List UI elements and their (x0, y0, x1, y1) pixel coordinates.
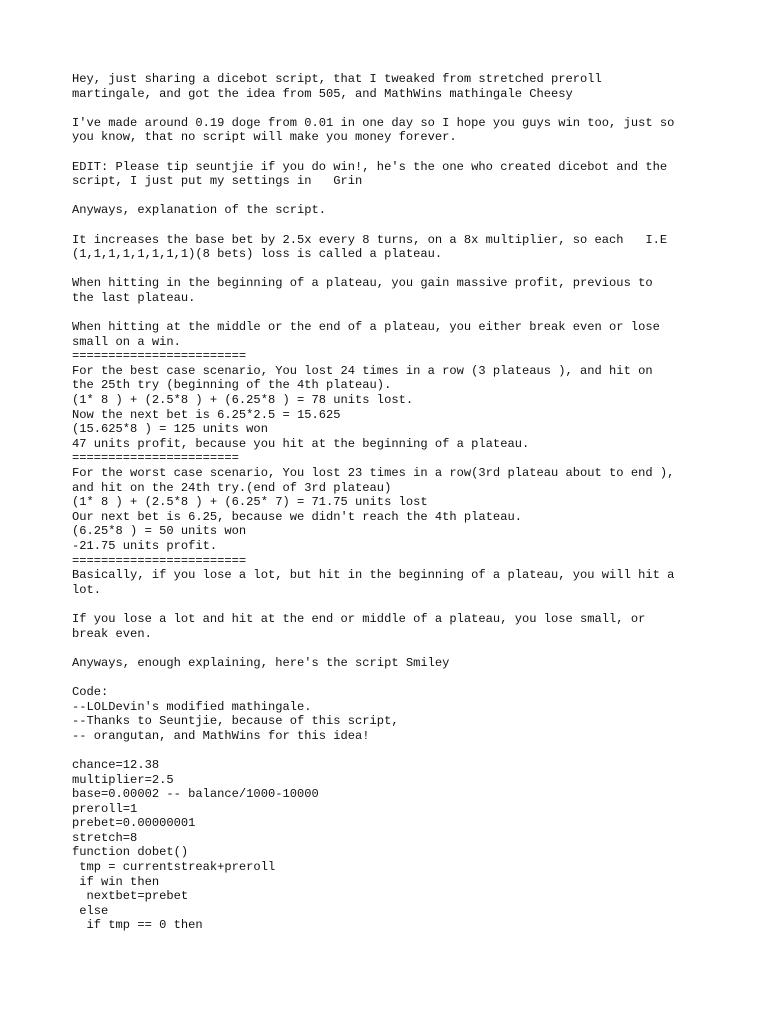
code-line: base=0.00002 -- balance/1000-10000 (72, 787, 319, 802)
text-line: (6.25*8 ) = 50 units won (72, 524, 247, 539)
code-line: tmp = currentstreak+preroll (72, 860, 276, 875)
blank-line (72, 306, 712, 321)
text-line: lot. (72, 582, 102, 597)
text-line: the last plateau. (72, 290, 196, 305)
code-line: preroll=1 (72, 801, 138, 816)
blank-line (72, 670, 712, 685)
text-line: and hit on the 24th try.(end of 3rd plateau) (72, 480, 392, 495)
text-line: 47 units profit, because you hit at the beginning of a plateau. (72, 436, 530, 451)
text-line: break even. (72, 626, 152, 641)
text-line: EDIT: Please tip seuntjie if you do win!, he's the one who created dicebot and the (72, 159, 668, 174)
text-line: -21.75 units profit. (72, 539, 218, 553)
text-line: If you lose a lot and hit at the end or middle of a plateau, you lose small, or (72, 611, 646, 626)
blank-line (72, 597, 712, 612)
text-line: (1* 8 ) + (2.5*8 ) + (6.25* 7) = 71.75 units lost (72, 495, 428, 510)
blank-line (72, 262, 712, 277)
text-line: Hey, just sharing a dicebot script, that I tweaked from stretched preroll (72, 72, 602, 86)
code-line: --LOLDevin's modified mathingale. (72, 699, 312, 714)
divider-line: ======================== (72, 349, 247, 364)
code-line: nextbet=prebet (72, 889, 189, 904)
blank-line (72, 641, 712, 656)
text-line: small on a win. (72, 334, 181, 349)
text-line: script, I just put my settings in Grin (72, 174, 363, 189)
blank-line (72, 743, 712, 758)
code-line: else (72, 903, 109, 918)
code-line: if win then (72, 874, 160, 889)
text-line: Anyways, explanation of the script. (72, 203, 327, 218)
text-line: When hitting at the middle or the end of a plateau, you either break even or lose (72, 320, 660, 335)
code-line: function dobet() (72, 845, 189, 860)
text-line: (15.625*8 ) = 125 units won (72, 422, 268, 437)
text-line: It increases the base bet by 2.5x every 8 turns, on a 8x multiplier, so each I.E (72, 232, 668, 247)
text-line: (1,1,1,1,1,1,1,1)(8 bets) loss is called a plateau. (72, 247, 443, 262)
text-line: Anyways, enough explaining, here's the script Smiley (72, 655, 450, 670)
divider-line: ======================= (72, 451, 239, 466)
blank-line (72, 189, 712, 204)
text-line: I've made around 0.19 doge from 0.01 in one day so I hope you guys win too, just so (72, 115, 675, 130)
blank-line (72, 145, 712, 160)
code-line: stretch=8 (72, 830, 138, 845)
blank-line (72, 218, 712, 233)
blank-line (72, 101, 712, 116)
code-line: if tmp == 0 then (72, 918, 203, 933)
divider-line: ======================== (72, 553, 247, 568)
document-page (72, 72, 712, 933)
text-line: Now the next bet is 6.25*2.5 = 15.625 (72, 407, 341, 422)
code-line: chance=12.38 (72, 757, 160, 772)
code-line: prebet=0.00000001 (72, 816, 196, 831)
code-line: -- orangutan, and MathWins for this idea! (72, 728, 370, 743)
text-line: martingale, and got the idea from 505, and MathWins mathingale Cheesy (72, 86, 573, 101)
text-line: When hitting in the beginning of a plateau, you gain massive profit, previous to (72, 276, 653, 291)
text-line: you know, that no script will make you money forever. (72, 130, 457, 145)
code-line: multiplier=2.5 (72, 772, 174, 787)
text-line: (1* 8 ) + (2.5*8 ) + (6.25*8 ) = 78 units lost. (72, 393, 414, 408)
text-line: Our next bet is 6.25, because we didn't reach the 4th plateau. (72, 509, 522, 524)
text-line: the 25th try (beginning of the 4th plateau). (72, 378, 392, 393)
text-line: For the best case scenario, You lost 24 times in a row (3 plateaus ), and hit on (72, 363, 653, 378)
code-label: Code: (72, 684, 109, 699)
text-line: Basically, if you lose a lot, but hit in the beginning of a plateau, you will hit a (72, 568, 675, 583)
code-line: --Thanks to Seuntjie, because of this script, (72, 714, 399, 729)
text-line: For the worst case scenario, You lost 23 times in a row(3rd plateau about to end ), (72, 466, 675, 481)
